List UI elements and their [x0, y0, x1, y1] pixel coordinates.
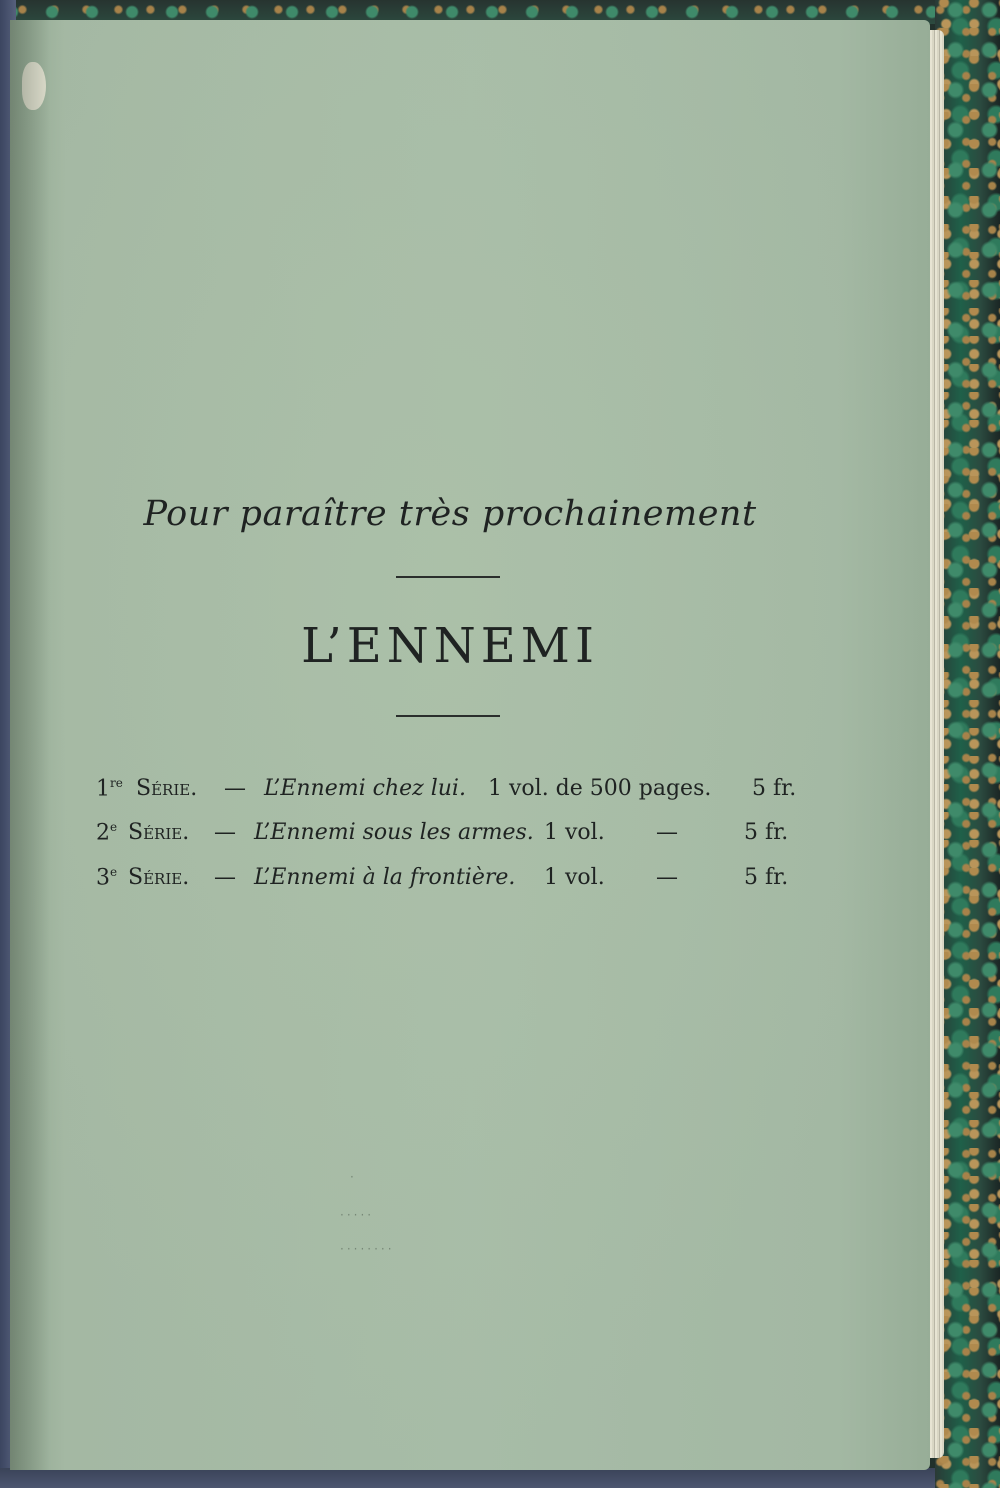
- faint-mark: ·: [350, 1170, 357, 1184]
- series-work: L’Ennemi sous les armes.: [254, 820, 534, 845]
- series-volume: 1 vol.: [544, 865, 605, 890]
- series-dash: —: [214, 865, 236, 890]
- series-work: L’Ennemi chez lui.: [264, 776, 466, 801]
- series-volume: 1 vol.: [544, 820, 605, 845]
- series-dash: —: [214, 820, 236, 845]
- series-number: 1re: [96, 776, 123, 802]
- series-label: Série.: [128, 865, 190, 890]
- book-cover-bottom-edge: [0, 1468, 1000, 1488]
- rule-bottom: [396, 715, 500, 717]
- marbled-cover: [935, 0, 1000, 1488]
- series-dash: —: [224, 776, 246, 801]
- page: [10, 20, 930, 1470]
- gutter-shadow: [10, 20, 50, 1470]
- series-ditto: —: [656, 865, 678, 890]
- series-work: L’Ennemi à la frontière.: [254, 865, 516, 890]
- series-price: 5 fr.: [744, 865, 789, 890]
- series-number: 2e: [96, 820, 118, 846]
- series-price: 5 fr.: [752, 776, 797, 801]
- book-title: L’ENNEMI: [301, 618, 599, 674]
- series-volume: 1 vol. de 500 pages.: [488, 776, 712, 801]
- rule-top: [396, 576, 500, 578]
- faint-mark: ·····: [340, 1208, 375, 1222]
- faint-mark: ········: [340, 1242, 395, 1256]
- series-label: Série.: [128, 820, 190, 845]
- series-ditto: —: [656, 820, 678, 845]
- series-number: 3e: [96, 865, 118, 891]
- series-label: Série.: [136, 776, 198, 801]
- announcement-heading: Pour paraître très prochainement: [143, 494, 757, 534]
- series-price: 5 fr.: [744, 820, 789, 845]
